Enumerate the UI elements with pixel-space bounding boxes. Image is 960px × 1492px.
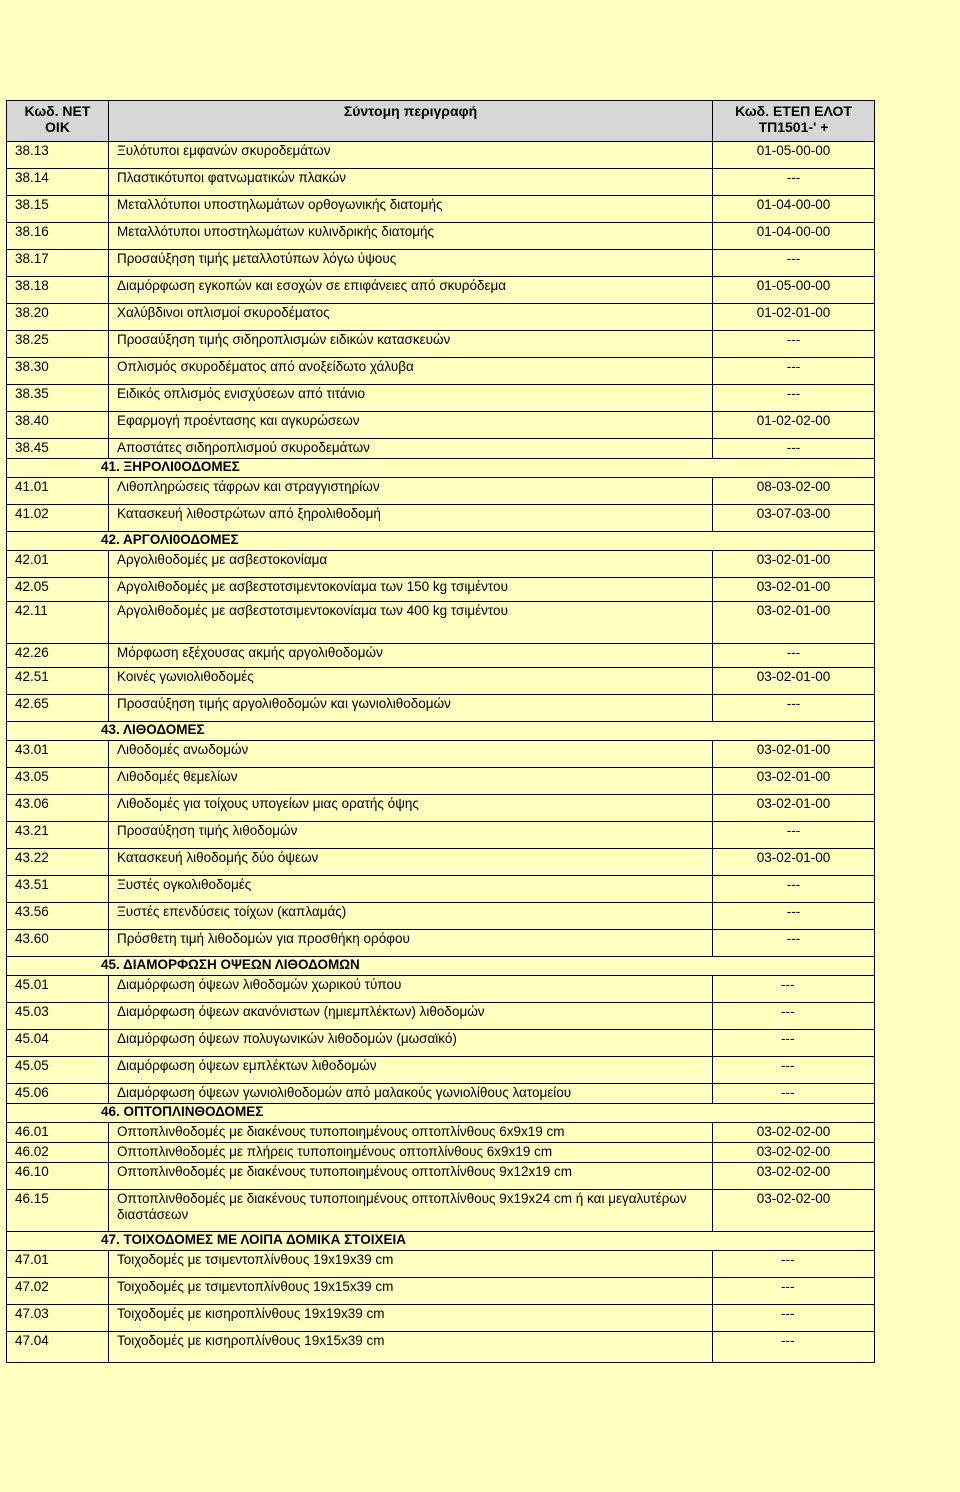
item-description: Αργολιθοδομές με ασβεστοτσιμεντοκονίαμα των 150 kg τσιμέντου — [109, 578, 713, 602]
item-etep-code: --- — [713, 903, 875, 930]
item-code: 43.01 — [7, 741, 109, 768]
item-description: Κοινές γωνιολιθοδομές — [109, 668, 713, 695]
section-title: 42. ΑΡΓΟΛΙ0ΟΔΟΜΕΣ — [7, 532, 875, 551]
item-etep-code: --- — [713, 1278, 875, 1305]
item-code: 43.05 — [7, 768, 109, 795]
item-etep-code: 01-05-00-00 — [713, 277, 875, 304]
item-code: 42.26 — [7, 644, 109, 668]
table-row — [7, 223, 875, 250]
item-description: Αποστάτες σιδηροπλισμού σκυροδεμάτων — [109, 439, 713, 459]
header-code-etep: Κωδ. ΕΤΕΠ ΕΛΟΤ ΤΠ1501-' + — [713, 101, 875, 142]
price-list-table — [6, 100, 875, 1363]
item-description: Οπτοπλινθοδομές με διακένους τυποποιημένους οπτοπλίνθους 9x19x24 cm ή και μεγαλυτέρων διαστάσεων — [109, 1190, 713, 1232]
item-code: 46.15 — [7, 1190, 109, 1232]
table-row — [7, 876, 875, 903]
item-description: Λιθοδομές ανωδομών — [109, 741, 713, 768]
table-row — [7, 412, 875, 439]
item-code: 47.02 — [7, 1278, 109, 1305]
item-code: 38.13 — [7, 142, 109, 169]
table-row — [7, 142, 875, 169]
table-row — [7, 304, 875, 331]
item-etep-code: --- — [713, 1003, 875, 1030]
table-row — [7, 644, 875, 668]
item-description: Μόρφωση εξέχουσας ακμής αργολιθοδομών — [109, 644, 713, 668]
section-heading-row — [7, 532, 875, 551]
item-etep-code: 03-02-01-00 — [713, 668, 875, 695]
item-etep-code: 08-03-02-00 — [713, 478, 875, 505]
item-description: Διαμόρφωση όψεων λιθοδομών χωρικού τύπου — [109, 976, 713, 1003]
item-etep-code: 03-02-01-00 — [713, 602, 875, 644]
item-code: 45.03 — [7, 1003, 109, 1030]
table-row — [7, 196, 875, 223]
item-code: 42.11 — [7, 602, 109, 644]
item-description: Χαλύβδινοι οπλισμοί σκυροδέματος — [109, 304, 713, 331]
table-row — [7, 505, 875, 532]
item-code: 43.21 — [7, 822, 109, 849]
item-description: Τοιχοδομές με τσιμεντοπλίνθους 19x15x39 cm — [109, 1278, 713, 1305]
item-etep-code: --- — [713, 1332, 875, 1363]
table-row — [7, 1190, 875, 1232]
item-etep-code: --- — [713, 385, 875, 412]
header-description: Σύντομη περιγραφή — [109, 101, 713, 142]
table-row — [7, 1163, 875, 1190]
section-heading-row — [7, 1232, 875, 1251]
item-code: 42.65 — [7, 695, 109, 722]
item-description: Ξυστές επενδύσεις τοίχων (καπλαμάς) — [109, 903, 713, 930]
item-description: Προσαύξηση τιμής σιδηροπλισμών ειδικών κατασκευών — [109, 331, 713, 358]
item-code: 46.10 — [7, 1163, 109, 1190]
item-code: 45.01 — [7, 976, 109, 1003]
item-description: Κατασκευή λιθοστρώτων από ξηρολιθοδομή — [109, 505, 713, 532]
item-code: 43.60 — [7, 930, 109, 957]
item-code: 42.51 — [7, 668, 109, 695]
table-row — [7, 1057, 875, 1084]
item-code: 38.40 — [7, 412, 109, 439]
item-description: Οπτοπλινθοδομές με πλήρεις τυποποιημένους οπτοπλίνθους 6x9x19 cm — [109, 1143, 713, 1163]
item-code: 38.30 — [7, 358, 109, 385]
item-code: 47.04 — [7, 1332, 109, 1363]
table-row — [7, 1123, 875, 1143]
section-title: 45. ΔΙΑΜΟΡΦΩΣΗ ΟΨΕΩΝ ΛΙΘΟΔΟΜΩΝ — [7, 957, 875, 976]
table-row — [7, 768, 875, 795]
table-row — [7, 331, 875, 358]
item-code: 38.25 — [7, 331, 109, 358]
item-etep-code: 01-04-00-00 — [713, 223, 875, 250]
item-code: 45.04 — [7, 1030, 109, 1057]
item-description: Μεταλλότυποι υποστηλωμάτων κυλινδρικής διατομής — [109, 223, 713, 250]
item-description: Ξυστές ογκολιθοδομές — [109, 876, 713, 903]
table-row — [7, 578, 875, 602]
item-etep-code: 03-02-02-00 — [713, 1163, 875, 1190]
item-description: Προσαύξηση τιμής λιθοδομών — [109, 822, 713, 849]
table-row — [7, 822, 875, 849]
item-etep-code: --- — [713, 695, 875, 722]
item-etep-code: 03-02-01-00 — [713, 768, 875, 795]
item-description: Προσαύξηση τιμής μεταλλοτύπων λόγω ύψους — [109, 250, 713, 277]
item-description: Ειδικός οπλισμός ενισχύσεων από τιτάνιο — [109, 385, 713, 412]
table-row — [7, 602, 875, 644]
item-etep-code: --- — [713, 1057, 875, 1084]
item-description: Λιθοδομές για τοίχους υπογείων μιας ορατής όψης — [109, 795, 713, 822]
item-etep-code: --- — [713, 439, 875, 459]
section-title: 41. ΞΗΡΟΛΙ0ΟΔΟΜΕΣ — [7, 459, 875, 478]
item-code: 47.01 — [7, 1251, 109, 1278]
section-title: 46. ΟΠΤΟΠΛΙΝΘΟΔΟΜΕΣ — [7, 1104, 875, 1123]
item-description: Οπλισμός σκυροδέματος από ανοξείδωτο χάλυβα — [109, 358, 713, 385]
item-code: 43.56 — [7, 903, 109, 930]
item-etep-code: --- — [713, 1030, 875, 1057]
table-row — [7, 976, 875, 1003]
table-row — [7, 1143, 875, 1163]
item-description: Λιθοδομές θεμελίων — [109, 768, 713, 795]
item-code: 38.16 — [7, 223, 109, 250]
item-code: 38.20 — [7, 304, 109, 331]
table-row — [7, 668, 875, 695]
item-etep-code: --- — [713, 331, 875, 358]
header-code-net: Κωδ. ΝΕΤ ΟΙΚ — [7, 101, 109, 142]
item-code: 41.02 — [7, 505, 109, 532]
item-description: Οπτοπλινθοδομές με διακένους τυποποιημένους οπτοπλίνθους 6x9x19 cm — [109, 1123, 713, 1143]
item-description: Διαμόρφωση όψεων ακανόνιστων (ημιεμπλέκτων) λιθοδομών — [109, 1003, 713, 1030]
table-row — [7, 551, 875, 578]
item-code: 38.17 — [7, 250, 109, 277]
table-row — [7, 1278, 875, 1305]
item-etep-code: 01-04-00-00 — [713, 196, 875, 223]
item-etep-code: --- — [713, 644, 875, 668]
item-etep-code: 03-02-02-00 — [713, 1123, 875, 1143]
item-etep-code: --- — [713, 822, 875, 849]
item-etep-code: --- — [713, 169, 875, 196]
item-code: 45.05 — [7, 1057, 109, 1084]
item-description: Διαμόρφωση όψεων πολυγωνικών λιθοδομών (μωσαϊκό) — [109, 1030, 713, 1057]
item-code: 38.45 — [7, 439, 109, 459]
item-code: 42.05 — [7, 578, 109, 602]
item-description: Προσαύξηση τιμής αργολιθοδομών και γωνιολιθοδομών — [109, 695, 713, 722]
item-etep-code: --- — [713, 1084, 875, 1104]
table-row — [7, 1030, 875, 1057]
table-row — [7, 1332, 875, 1363]
item-description: Διαμόρφωση όψεων γωνιολιθοδομών από μαλακούς γωνιολίθους λατομείου — [109, 1084, 713, 1104]
item-description: Λιθοπληρώσεις τάφρων και στραγγιστηρίων — [109, 478, 713, 505]
table-row — [7, 169, 875, 196]
item-code: 38.14 — [7, 169, 109, 196]
item-etep-code: 03-02-01-00 — [713, 578, 875, 602]
item-description: Τοιχοδομές με κισηροπλίνθους 19x19x39 cm — [109, 1305, 713, 1332]
item-code: 43.51 — [7, 876, 109, 903]
table-row — [7, 930, 875, 957]
item-code: 47.03 — [7, 1305, 109, 1332]
item-code: 38.15 — [7, 196, 109, 223]
item-etep-code: 01-02-02-00 — [713, 412, 875, 439]
item-description: Αργολιθοδομές με ασβεστοκονίαμα — [109, 551, 713, 578]
item-code: 42.01 — [7, 551, 109, 578]
item-etep-code: 03-02-02-00 — [713, 1143, 875, 1163]
item-description: Τοιχοδομές με τσιμεντοπλίνθους 19x19x39 cm — [109, 1251, 713, 1278]
item-code: 38.35 — [7, 385, 109, 412]
item-description: Αργολιθοδομές με ασβεστοτσιμεντοκονίαμα των 400 kg τσιμέντου — [109, 602, 713, 644]
item-etep-code: 03-02-01-00 — [713, 849, 875, 876]
item-etep-code: 01-02-01-00 — [713, 304, 875, 331]
section-title: 43. ΛΙΘΟΔΟΜΕΣ — [7, 722, 875, 741]
table-body — [7, 142, 875, 1363]
table-row — [7, 1003, 875, 1030]
item-code: 46.01 — [7, 1123, 109, 1143]
item-description: Διαμόρφωση εγκοπών και εσοχών σε επιφάνειες από σκυρόδεμα — [109, 277, 713, 304]
item-etep-code: --- — [713, 250, 875, 277]
section-heading-row — [7, 1104, 875, 1123]
table-row — [7, 250, 875, 277]
item-etep-code: --- — [713, 876, 875, 903]
item-code: 45.06 — [7, 1084, 109, 1104]
item-description: Διαμόρφωση όψεων εμπλέκτων λιθοδομών — [109, 1057, 713, 1084]
item-description: Τοιχοδομές με κισηροπλίνθους 19x15x39 cm — [109, 1332, 713, 1363]
item-etep-code: 03-02-02-00 — [713, 1190, 875, 1232]
item-description: Οπτοπλινθοδομές με διακένους τυποποιημένους οπτοπλίνθους 9x12x19 cm — [109, 1163, 713, 1190]
table-row — [7, 903, 875, 930]
table-row — [7, 358, 875, 385]
item-description: Πλαστικότυποι φατνωματικών πλακών — [109, 169, 713, 196]
section-heading-row — [7, 722, 875, 741]
item-etep-code: --- — [713, 358, 875, 385]
table-row — [7, 439, 875, 459]
table-row — [7, 741, 875, 768]
item-etep-code: --- — [713, 976, 875, 1003]
table-row — [7, 849, 875, 876]
section-title: 47. ΤΟΙΧΟΔΟΜΕΣ ΜΕ ΛΟΙΠΑ ΔΟΜΙΚΑ ΣΤΟΙΧΕΙΑ — [7, 1232, 875, 1251]
table-row — [7, 1251, 875, 1278]
item-description: Πρόσθετη τιμή λιθοδομών για προσθήκη ορόφου — [109, 930, 713, 957]
item-etep-code: --- — [713, 930, 875, 957]
item-etep-code: 01-05-00-00 — [713, 142, 875, 169]
item-description: Κατασκευή λιθοδομής δύο όψεων — [109, 849, 713, 876]
item-code: 38.18 — [7, 277, 109, 304]
item-etep-code: 03-02-01-00 — [713, 551, 875, 578]
item-code: 43.22 — [7, 849, 109, 876]
section-heading-row — [7, 459, 875, 478]
table-row — [7, 385, 875, 412]
item-description: Εφαρμογή προέντασης και αγκυρώσεων — [109, 412, 713, 439]
table-row — [7, 478, 875, 505]
table-row — [7, 695, 875, 722]
item-etep-code: 03-02-01-00 — [713, 741, 875, 768]
table-row — [7, 277, 875, 304]
table-row — [7, 1305, 875, 1332]
item-code: 41.01 — [7, 478, 109, 505]
item-etep-code: --- — [713, 1251, 875, 1278]
item-description: Ξυλότυποι εμφανών σκυροδεμάτων — [109, 142, 713, 169]
table-header-row — [7, 101, 875, 142]
item-description: Μεταλλότυποι υποστηλωμάτων ορθογωνικής διατομής — [109, 196, 713, 223]
item-etep-code: --- — [713, 1305, 875, 1332]
section-heading-row — [7, 957, 875, 976]
table-row — [7, 795, 875, 822]
table-row — [7, 1084, 875, 1104]
item-etep-code: 03-07-03-00 — [713, 505, 875, 532]
item-etep-code: 03-02-01-00 — [713, 795, 875, 822]
item-code: 46.02 — [7, 1143, 109, 1163]
item-code: 43.06 — [7, 795, 109, 822]
